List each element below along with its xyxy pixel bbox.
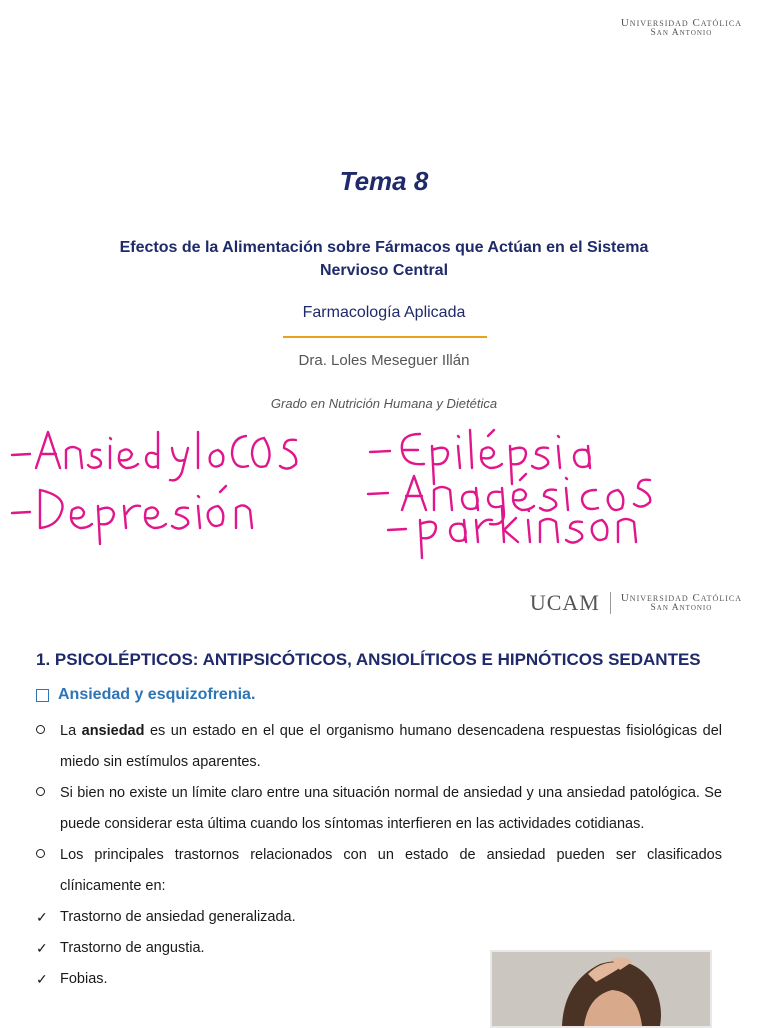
- checkbox-bullet-icon: [36, 689, 49, 702]
- course-name: Farmacología Aplicada: [302, 304, 466, 321]
- note-analgesicos: [368, 474, 650, 524]
- checkmark-icon: ✓: [36, 971, 48, 987]
- note-depresion: [12, 486, 252, 544]
- circle-bullet-icon: [36, 840, 50, 871]
- university-name-line2: San Antonio: [650, 602, 713, 613]
- bullet-text: Si bien no existe un límite claro entre una situación normal de ansiedad y una ansiedad patológica. Se puede considerar esta última cuando los síntomas interfieren en las actividades cotidianas.: [60, 785, 722, 832]
- university-logo-top: [621, 18, 742, 39]
- logo-separator: [610, 592, 611, 614]
- circle-bullet-icon: [36, 716, 50, 747]
- circle-bullet-icon: [36, 778, 50, 809]
- note-epilepsia: [370, 430, 590, 484]
- checkmark-icon: ✓: [36, 940, 48, 956]
- university-name-line1: Universidad Católica: [620, 17, 742, 29]
- university-name-line2: San Antonio: [650, 28, 713, 38]
- subsection-heading: [36, 686, 255, 704]
- university-name-block: [621, 593, 742, 614]
- handwritten-notes: [0, 410, 768, 560]
- note-ansiedad-locos: [12, 432, 296, 480]
- university-name-line1: Universidad Católica: [620, 591, 742, 604]
- check-text: Trastorno de ansiedad generalizada.: [60, 909, 296, 925]
- degree-name: Grado en Nutrición Humana y Dietética: [270, 396, 498, 411]
- subsection-heading-text: Ansiedad y esquizofrenia.: [58, 686, 256, 703]
- check-text: Fobias.: [60, 971, 108, 987]
- section-heading: 1. PSICOLÉPTICOS: ANTIPSICÓTICOS, ANSIOLÍTICOS E HIPNÓTICOS SEDANTES: [36, 650, 701, 669]
- ucam-wordmark: UCAM: [529, 590, 600, 615]
- ucam-logo: [530, 590, 742, 616]
- list-item: [36, 840, 722, 902]
- list-item: [36, 778, 722, 840]
- author-name: Dra. Loles Meseguer Illán: [298, 352, 470, 369]
- list-item: [36, 716, 722, 778]
- bullet-text: Los principales trastornos relacionados con un estado de ansiedad pueden ser clasificados clínicamente en:: [60, 847, 722, 894]
- check-item: [36, 902, 722, 933]
- check-text: Trastorno de angustia.: [60, 940, 205, 956]
- anxious-woman-photo: [490, 950, 712, 1028]
- bullet-text-post: es un estado en el que el organismo humano desencadena respuestas fisiológicas del miedo sin estímulos aparentes.: [60, 723, 722, 770]
- page-title: Tema 8: [339, 166, 429, 196]
- note-parkinson: [388, 508, 636, 558]
- cover-subtitle: Efectos de la Alimentación sobre Fármacos que Actúan en el Sistema Nervioso Central: [119, 239, 649, 279]
- bullet-text-pre: La: [60, 723, 82, 739]
- accent-divider: [283, 336, 487, 338]
- checkmark-icon: ✓: [36, 909, 48, 925]
- bullet-text-bold: ansiedad: [81, 723, 145, 739]
